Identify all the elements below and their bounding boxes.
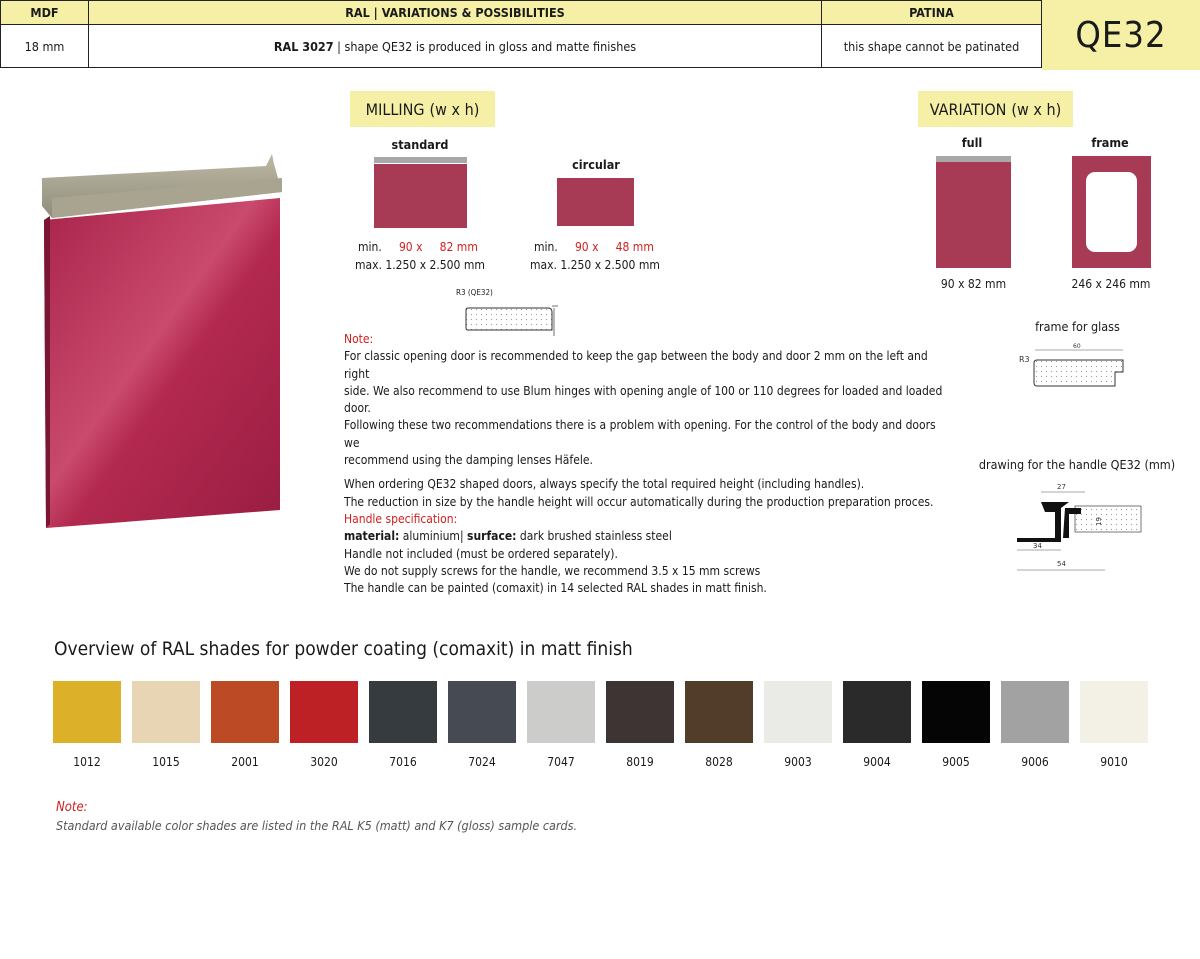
footer-note-title: Note: xyxy=(56,800,88,815)
milling-title: MILLING xyxy=(365,99,425,119)
profile-label: R3 (QE32) xyxy=(456,288,493,297)
full-size: 90 x 82 mm xyxy=(940,277,1007,291)
note-line: recommend using the damping lenses Häfele. xyxy=(344,453,593,468)
ral-swatch-code: 2001 xyxy=(231,755,259,769)
circular-swatch xyxy=(557,178,634,226)
mdf-header: MDF xyxy=(0,0,89,25)
patina-header: PATINA xyxy=(821,0,1042,25)
ral-description: | shape QE32 is produced in gloss and matte finishes xyxy=(333,38,637,54)
material-line xyxy=(344,528,954,545)
ral-swatch-code: 7047 xyxy=(547,755,575,769)
variation-subtitle: (w x h) xyxy=(1011,99,1062,119)
ral-swatch xyxy=(290,681,358,743)
ral-swatch xyxy=(448,681,516,743)
circular-max: max. 1.250 x 2.500 mm xyxy=(530,258,660,272)
ral-swatch xyxy=(843,681,911,743)
circular-min xyxy=(534,240,654,254)
product-code: QE32 xyxy=(1042,0,1200,70)
full-swatch xyxy=(936,162,1011,268)
variation-title: VARIATION xyxy=(929,99,1007,119)
ral-swatch xyxy=(606,681,674,743)
note-line: For classic opening door is recommended to keep the gap between the body and door 2 mm on the left and right xyxy=(344,349,928,381)
min-prefix: min. xyxy=(358,240,382,254)
r3-label: R3 xyxy=(1019,355,1030,364)
circular-caption: circular xyxy=(572,157,620,172)
frame-glass-opening xyxy=(1086,172,1137,252)
min-width: 90 x xyxy=(574,240,599,254)
ral-swatch-code: 7024 xyxy=(468,755,496,769)
frame-size: 246 x 246 mm xyxy=(1071,277,1151,291)
surface-value: dark brushed stainless steel xyxy=(516,529,672,544)
ral-swatch xyxy=(922,681,990,743)
full-caption: full xyxy=(961,135,983,150)
ral-swatch xyxy=(1001,681,1069,743)
ral-swatch xyxy=(211,681,279,743)
frame-caption: frame xyxy=(1091,135,1129,150)
min-prefix: min. xyxy=(534,240,558,254)
dim-34: 34 xyxy=(1033,542,1042,550)
handle-line: We do not supply screws for the handle, we recommend 3.5 x 15 mm screws xyxy=(344,563,761,578)
ral-swatch xyxy=(764,681,832,743)
overview-title: Overview of RAL shades for powder coating (comaxit) in matt finish xyxy=(54,638,633,660)
ral-swatch xyxy=(369,681,437,743)
note-line: Following these two recommendations there is a problem with opening. For the control of the body and doors we xyxy=(344,418,936,450)
door-illustration xyxy=(30,150,300,550)
ral-value xyxy=(88,24,822,68)
frame-dim-60: 60 xyxy=(1073,343,1081,350)
ral-swatch xyxy=(685,681,753,743)
patina-value: this shape cannot be patinated xyxy=(821,24,1042,68)
ral-swatch-code: 3020 xyxy=(310,755,338,769)
handle-line: The handle can be painted (comaxit) in 14 selected RAL shades in matt finish. xyxy=(344,581,767,596)
standard-caption: standard xyxy=(391,137,449,152)
standard-handle-strip xyxy=(374,157,467,163)
footer-note-text: Standard available color shades are listed in the RAL K5 (matt) and K7 (gloss) sample cards. xyxy=(56,818,578,833)
material-label: material: xyxy=(344,529,400,544)
ral-code: RAL 3027 xyxy=(273,38,334,54)
ral-swatch-code: 8019 xyxy=(626,755,654,769)
ral-swatch-code: 9005 xyxy=(942,755,970,769)
ral-swatch xyxy=(1080,681,1148,743)
dim-27: 27 xyxy=(1057,483,1066,491)
material-value: aluminium| xyxy=(399,529,468,544)
ral-header: RAL | VARIATIONS & POSSIBILITIES xyxy=(88,0,822,25)
min-width: 90 x xyxy=(398,240,423,254)
ral-swatch xyxy=(527,681,595,743)
handle-line: Handle not included (must be ordered separately). xyxy=(344,546,618,561)
note-line: side. We also recommend to use Blum hinges with opening angle of 100 or 110 degrees for loaded and loaded door. xyxy=(344,383,943,416)
ral-swatch-code: 1015 xyxy=(152,755,180,769)
standard-swatch xyxy=(374,164,467,228)
order-line: When ordering QE32 shaped doors, always specify the total required height (including handles). xyxy=(344,477,865,492)
surface-label: surface: xyxy=(467,529,517,544)
milling-subtitle: (w x h) xyxy=(429,99,480,119)
ral-swatch xyxy=(132,681,200,743)
dim-19: 19 xyxy=(1095,517,1103,526)
ral-swatch-code: 9006 xyxy=(1021,755,1049,769)
ral-swatch-code: 8028 xyxy=(705,755,733,769)
ral-swatch xyxy=(53,681,121,743)
notes-block xyxy=(344,331,954,597)
frame-glass-drawing xyxy=(1015,340,1135,398)
handle-spec-title: Handle specification: xyxy=(344,511,458,526)
dim-54: 54 xyxy=(1057,560,1066,568)
ral-swatch-code: 1012 xyxy=(73,755,101,769)
ral-swatch-code: 7016 xyxy=(389,755,417,769)
ral-swatch-code: 9003 xyxy=(784,755,812,769)
milling-label xyxy=(350,91,495,127)
standard-min xyxy=(358,240,478,254)
frame-glass-caption: frame for glass xyxy=(1035,319,1120,334)
handle-drawing-caption: drawing for the handle QE32 (mm) xyxy=(978,457,1176,472)
note-title: Note: xyxy=(344,332,374,346)
variation-label xyxy=(918,91,1073,127)
ral-swatch-code: 9004 xyxy=(863,755,891,769)
standard-max: max. 1.250 x 2.500 mm xyxy=(355,258,485,272)
min-height: 82 mm xyxy=(439,240,478,254)
ral-swatch-code: 9010 xyxy=(1100,755,1128,769)
mdf-value: 18 mm xyxy=(0,24,89,68)
spec-header-table xyxy=(0,0,1042,68)
min-height: 48 mm xyxy=(615,240,654,254)
order-line: The reduction in size by the handle height will occur automatically during the production preparation proces. xyxy=(344,494,934,509)
handle-drawing xyxy=(1005,478,1150,576)
